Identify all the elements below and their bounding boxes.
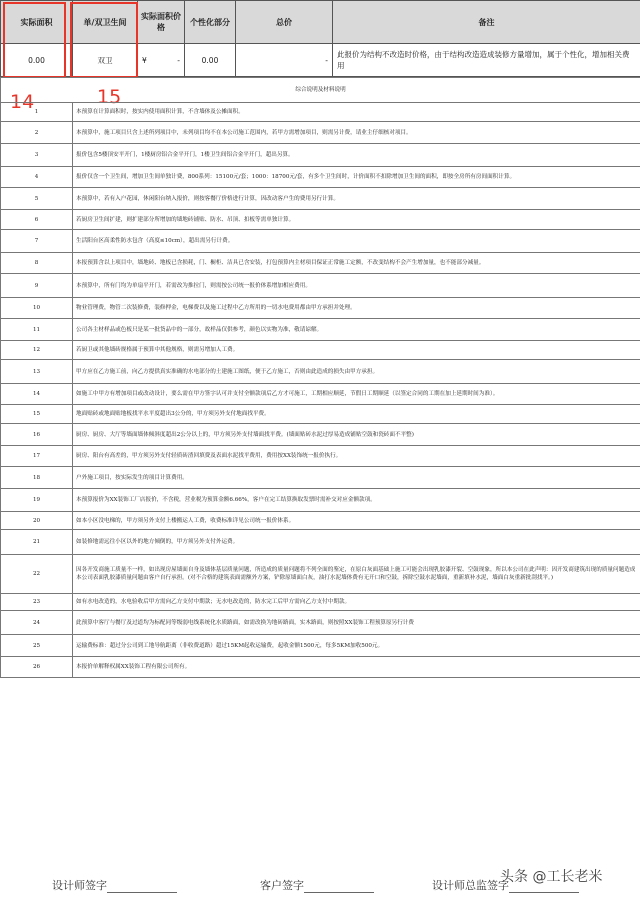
item-text: 因各开发商施工质量不一样，如出现房屋墙面自身及墙体基层质量问题，所造成的质量问题将不列全面的鉴定，在原白灰面基础上施工可能会出现乳胶漆开裂、空鼓现象，所以本公司在此声明：因开发商建筑出现的质量问题造成本公司表面乳胶漆质量问题由客户自行承担。(对不合格的建筑表面需额外方案，铲除原墙面白灰，油打水泥墙体费有无开口和空鼓，拆除空鼓水泥墙面，重新填补水泥，墙面白灰重新批刮找平。) [73,555,640,594]
item-text: 本预算在计算面积时，按实内使用面积计算，不含墙体及公摊面积。 [73,103,640,122]
item-text: 若厨卫或其他墙砖规格属于预算中其他规格，则需另增加人工费。 [73,341,640,360]
item-number: 16 [1,424,73,446]
watermark: 头条 @工长老米 [500,869,603,885]
designer-signature-line[interactable] [107,882,177,893]
item-number: 25 [1,635,73,657]
customer-signature [260,877,374,893]
item-number: 17 [1,446,73,467]
designer-signature-label: 设计师签字 [52,879,107,892]
col-remarks: 备注 [333,1,640,44]
table-row [1,253,640,274]
table-caption: 综合说明及材料说明 [1,78,640,103]
table-row [1,384,640,405]
item-text: 本预算中，若有入户花园，休闲阳台纳入报价，则按客餐厅价格进行计算，因改动客户生的费用另行计算。 [73,188,640,210]
item-number: 10 [1,298,73,319]
col-custom-part: 个性化部分 [185,1,236,44]
item-number: 5 [1,188,73,210]
table-row [1,489,640,512]
annotation-number-14: 14 [10,91,35,113]
item-text: 本预算报价为XX装饰工厂店报价，不含税，营业税为预算金额6.66%，客户在完工结算换取发票时需补交对应金额款项。 [73,489,640,512]
item-number: 2 [1,122,73,144]
value-bathroom-type: 双卫 [73,44,138,77]
table-row [1,467,640,489]
item-text: 报价仅含一个卫生间，增加卫生间单独计费，800系列：15100元/套；1000：18700元/套，有多个卫生间时，计价面积不扣除增加卫生间的面积，即按全房所有房间面积计算。 [73,167,640,188]
item-number: 1 [1,103,73,122]
table-row [1,167,640,188]
table-row [1,122,640,144]
item-text: 若厨房卫生间扩建，则扩建部分所增加的墙地砖铺贴、防水、吊顶、扣板等需单独计算。 [73,210,640,230]
col-area-price: 实际面积价格 [138,1,185,44]
item-number: 12 [1,341,73,360]
value-area-price [138,44,185,77]
table-row [1,594,640,611]
table-row [1,657,640,678]
item-text: 生活阳台区高柔性防水包含（高度≤10cm），超出需另行计费。 [73,230,640,253]
value-custom-part: 0.00 [185,44,236,77]
table-row [1,635,640,657]
item-text: 如有水电改造的，水电验收后甲方需向乙方支付中期款；无水电改造的，防水完工后甲方需向乙方支付中期款。 [73,594,640,611]
customer-signature-label: 客户签字 [260,879,304,892]
table-row [1,424,640,446]
table-row [1,611,640,635]
table-row [1,274,640,298]
table-row [1,360,640,384]
item-number: 20 [1,512,73,530]
table-row [1,512,640,530]
item-number: 6 [1,210,73,230]
item-text: 公司各主材样品或色板只是某一批货品中的一部分，故样品仅供参考，颜色以实物为准，敬请谅解。 [73,319,640,341]
col-total-price: 总价 [236,1,333,44]
item-text: 本报预算含以上项目中，墙地砖、地板已含损耗，门、橱柜、洁具已含安装，打包预算内主材项目保证正常施工定额，不改变结构不会产生增加量，也不能部分减量。 [73,253,640,274]
value-remarks: 此报价为结构不改造时价格，由于结构改造造成装修方量增加，属于个性化，增加相关费用 [333,44,640,77]
table-row [1,144,640,167]
col-actual-area: 实际面积 [1,1,73,44]
items-table [0,77,640,678]
item-number: 15 [1,405,73,424]
item-number: 9 [1,274,73,298]
item-text: 如施工中甲方有增加项目或改动设计，要么需在甲方签字认可并支付全额款项后乙方才可施工，工期相应顺延，节假日工期顺延（以签定合同的工期在加上延期时间为准）。 [73,384,640,405]
table-row [1,555,640,594]
value-actual-area: 0.00 [1,44,73,77]
item-number: 7 [1,230,73,253]
item-text: 本报价单解释权属XX装饰工程有限公司所有。 [73,657,640,678]
table-row [1,298,640,319]
item-number: 18 [1,467,73,489]
table-row [1,188,640,210]
item-text: 厨房、厨房、大厅等墙面墙体倾斜度超出2公分以上的，甲方须另外支付墙面找平费。(墙面贴砖水泥过厚易造成铺贴空鼓和瓷砖面不平整) [73,424,640,446]
table-row [1,319,640,341]
item-number: 11 [1,319,73,341]
item-text: 运输费标准：超过分公司到工地导航距离（非收费道路）超过15KM起收运输费，起收金额1500元，每多5KM加收500元。 [73,635,640,657]
item-text: 物业管理费，物管二次装修费，装修押金，电梯费以及施工过程中乙方所用的一切水电费用都由甲方承担并处理。 [73,298,640,319]
supervisor-signature-label: 设计师总监签字 [432,879,509,892]
area-price-amount: - [177,55,180,65]
highlight-box-area [3,2,66,78]
annotation-number-15: 15 [97,86,122,108]
item-number: 22 [1,555,73,594]
item-number: 26 [1,657,73,678]
item-number: 24 [1,611,73,635]
designer-signature [52,877,177,893]
table-row [1,210,640,230]
item-number: 8 [1,253,73,274]
currency-symbol: ¥ [142,55,147,65]
item-number: 21 [1,530,73,555]
highlight-box-bathroom [70,2,138,78]
table-row [1,341,640,360]
table-row [1,103,640,122]
item-text: 如本小区没电梯的，甲方须另外支付上楼搬运人工费，收费标准详见公司统一报价体系。 [73,512,640,530]
item-number: 23 [1,594,73,611]
item-number: 4 [1,167,73,188]
item-number: 13 [1,360,73,384]
caption-row [1,78,640,103]
item-text: 此预算中客厅与餐厅及过道均为标配同等级弱电线系统化水质路面，如需改换为地砖路面，实木路面，则按照XX装饰工程预算原另行计费 [73,611,640,635]
table-row [1,446,640,467]
item-number: 3 [1,144,73,167]
item-number: 19 [1,489,73,512]
customer-signature-line[interactable] [304,882,374,893]
item-text: 本预算中，施工项目只含上述所列项目中，未列项目均不在本公司施工范围内，若甲方需增加项目，则需另计费，请业主仔细核对项目。 [73,122,640,144]
col-bathroom-type: 单/双卫生间 [73,1,138,44]
table-row [1,405,640,424]
item-text: 厨房、阳台有高差的，甲方须另外支付轻质砖渣回填费及表面水泥找平费用，费用按XX装饰统一报价执行。 [73,446,640,467]
table-row [1,530,640,555]
item-text: 甲方应在乙方施工前，向乙方提供真实准确的水电部分的土建施工图纸，便于乙方施工，否则由此造成的损失由甲方承担。 [73,360,640,384]
item-text: 本预算中，所有门均为单扇平开门，若需改为推拉门，则需按公司统一报价体系增加相应费用。 [73,274,640,298]
item-text: 如装修地需远往小区以外的地方倾倒的，甲方须另外支付外运费。 [73,530,640,555]
item-text: 地面贴砖或地面贴地板找平水平度超出3公分的，甲方须另外支付地面找平费。 [73,405,640,424]
item-number: 14 [1,384,73,405]
item-text: 报价包含5楼顶安平开门，1楼厨房铝合金平开门，1楼卫生间铝合金平开门，超出另算。 [73,144,640,167]
table-row [1,230,640,253]
item-text: 户外施工项目，按实际发生的项目计算费用。 [73,467,640,489]
value-total-price: - [236,44,333,77]
